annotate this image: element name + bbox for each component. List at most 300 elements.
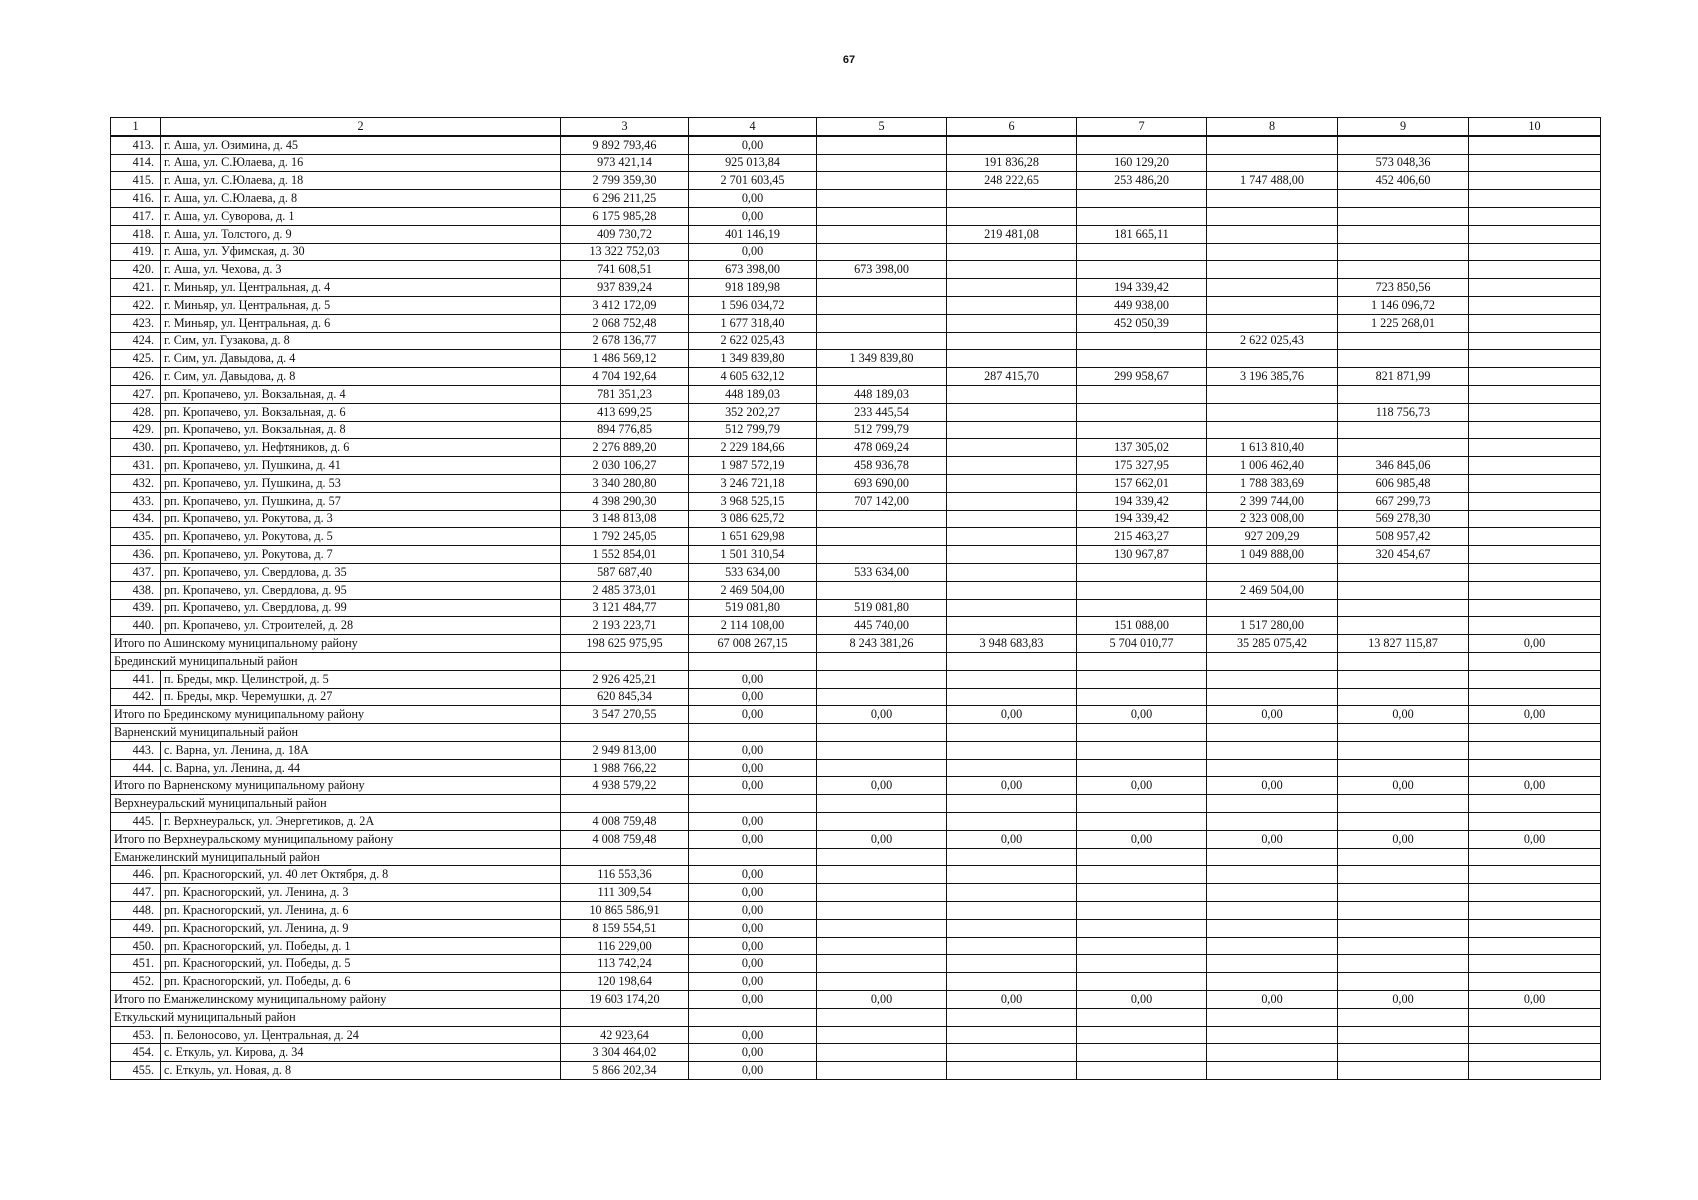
value-cell-col-9: 821 871,99 <box>1338 368 1469 386</box>
value-cell-col-8: 3 196 385,76 <box>1207 368 1338 386</box>
value-cell-col-8 <box>1207 741 1338 759</box>
value-cell-col-10 <box>1469 973 1601 991</box>
value-cell-col-5: 512 799,79 <box>817 421 947 439</box>
value-cell-col-7: 299 958,67 <box>1077 368 1207 386</box>
value-cell-col-8: 0,00 <box>1207 777 1338 795</box>
value-cell-col-9 <box>1338 617 1469 635</box>
table-row <box>111 528 1601 546</box>
value-cell-col-6: 0,00 <box>947 830 1077 848</box>
table-row <box>111 1062 1601 1080</box>
value-cell-col-10 <box>1469 848 1601 866</box>
value-cell-col-5 <box>817 528 947 546</box>
value-cell-col-9: 118 756,73 <box>1338 403 1469 421</box>
value-cell-col-8 <box>1207 1008 1338 1026</box>
table-row <box>111 1026 1601 1044</box>
value-cell-col-10 <box>1469 1062 1601 1080</box>
table-row <box>111 332 1601 350</box>
row-number: 425. <box>111 350 161 368</box>
value-cell-col-5: 1 349 839,80 <box>817 350 947 368</box>
value-cell-col-10 <box>1469 225 1601 243</box>
value-cell-col-8 <box>1207 314 1338 332</box>
value-cell-col-4: 0,00 <box>689 813 817 831</box>
value-cell-col-3: 6 175 985,28 <box>561 207 689 225</box>
value-cell-col-7: 0,00 <box>1077 706 1207 724</box>
table-row <box>111 279 1601 297</box>
value-cell-col-6 <box>947 955 1077 973</box>
address-cell: г. Аша, ул. Чехова, д. 3 <box>161 261 561 279</box>
value-cell-col-4: 3 246 721,18 <box>689 474 817 492</box>
value-cell-col-3: 19 603 174,20 <box>561 991 689 1009</box>
district-total-row <box>111 706 1601 724</box>
table-row <box>111 225 1601 243</box>
value-cell-col-6 <box>947 190 1077 208</box>
value-cell-col-5: 0,00 <box>817 830 947 848</box>
value-cell-col-3: 973 421,14 <box>561 154 689 172</box>
row-number: 422. <box>111 296 161 314</box>
address-cell: рп. Кропачево, ул. Свердлова, д. 35 <box>161 563 561 581</box>
value-cell-col-8 <box>1207 190 1338 208</box>
value-cell-col-9: 569 278,30 <box>1338 510 1469 528</box>
row-number: 415. <box>111 172 161 190</box>
address-cell: г. Сим, ул. Давыдова, д. 4 <box>161 350 561 368</box>
value-cell-col-7: 160 129,20 <box>1077 154 1207 172</box>
value-cell-col-7: 130 967,87 <box>1077 546 1207 564</box>
row-number: 444. <box>111 759 161 777</box>
value-cell-col-4: 0,00 <box>689 991 817 1009</box>
value-cell-col-3 <box>561 848 689 866</box>
value-cell-col-8 <box>1207 599 1338 617</box>
total-label: Итого по Ашинскому муниципальному району <box>111 635 561 653</box>
value-cell-col-4: 2 622 025,43 <box>689 332 817 350</box>
table-row <box>111 510 1601 528</box>
value-cell-col-5: 673 398,00 <box>817 261 947 279</box>
value-cell-col-5 <box>817 688 947 706</box>
value-cell-col-3: 3 340 280,80 <box>561 474 689 492</box>
value-cell-col-7: 452 050,39 <box>1077 314 1207 332</box>
value-cell-col-5 <box>817 759 947 777</box>
address-cell: г. Сим, ул. Гузакова, д. 8 <box>161 332 561 350</box>
total-label: Итого по Еманжелинскому муниципальному району <box>111 991 561 1009</box>
value-cell-col-5 <box>817 136 947 154</box>
table-row <box>111 546 1601 564</box>
value-cell-col-5: 519 081,80 <box>817 599 947 617</box>
value-cell-col-7: 0,00 <box>1077 777 1207 795</box>
value-cell-col-4 <box>689 795 817 813</box>
value-cell-col-9: 0,00 <box>1338 777 1469 795</box>
value-cell-col-4: 2 701 603,45 <box>689 172 817 190</box>
value-cell-col-7 <box>1077 973 1207 991</box>
value-cell-col-5 <box>817 724 947 742</box>
value-cell-col-10 <box>1469 296 1601 314</box>
value-cell-col-10 <box>1469 279 1601 297</box>
value-cell-col-5 <box>817 154 947 172</box>
value-cell-col-8 <box>1207 403 1338 421</box>
value-cell-col-6 <box>947 510 1077 528</box>
value-cell-col-10 <box>1469 439 1601 457</box>
value-cell-col-3: 113 742,24 <box>561 955 689 973</box>
value-cell-col-8: 1 747 488,00 <box>1207 172 1338 190</box>
value-cell-col-9 <box>1338 866 1469 884</box>
value-cell-col-10 <box>1469 528 1601 546</box>
value-cell-col-5 <box>817 1062 947 1080</box>
value-cell-col-9 <box>1338 439 1469 457</box>
value-cell-col-3: 2 068 752,48 <box>561 314 689 332</box>
value-cell-col-5 <box>817 955 947 973</box>
value-cell-col-5 <box>817 1044 947 1062</box>
value-cell-col-9: 0,00 <box>1338 706 1469 724</box>
value-cell-col-3: 1 486 569,12 <box>561 350 689 368</box>
value-cell-col-4: 3 968 525,15 <box>689 492 817 510</box>
table-row <box>111 563 1601 581</box>
address-cell: г. Аша, ул. Суворова, д. 1 <box>161 207 561 225</box>
value-cell-col-6 <box>947 1008 1077 1026</box>
value-cell-col-4: 925 013,84 <box>689 154 817 172</box>
value-cell-col-7: 253 486,20 <box>1077 172 1207 190</box>
value-cell-col-5: 0,00 <box>817 706 947 724</box>
value-cell-col-8 <box>1207 1026 1338 1044</box>
value-cell-col-3: 1 988 766,22 <box>561 759 689 777</box>
value-cell-col-7 <box>1077 795 1207 813</box>
value-cell-col-4: 401 146,19 <box>689 225 817 243</box>
value-cell-col-8 <box>1207 884 1338 902</box>
value-cell-col-9: 667 299,73 <box>1338 492 1469 510</box>
table-row <box>111 955 1601 973</box>
value-cell-col-10 <box>1469 688 1601 706</box>
row-number: 449. <box>111 919 161 937</box>
value-cell-col-6 <box>947 403 1077 421</box>
district-heading-row <box>111 652 1601 670</box>
value-cell-col-10 <box>1469 403 1601 421</box>
value-cell-col-7 <box>1077 563 1207 581</box>
table-row <box>111 492 1601 510</box>
value-cell-col-3: 8 159 554,51 <box>561 919 689 937</box>
value-cell-col-3: 9 892 793,46 <box>561 136 689 154</box>
address-cell: г. Аша, ул. Толстого, д. 9 <box>161 225 561 243</box>
value-cell-col-8: 2 399 744,00 <box>1207 492 1338 510</box>
district-heading-row <box>111 848 1601 866</box>
value-cell-col-10 <box>1469 350 1601 368</box>
value-cell-col-8: 2 622 025,43 <box>1207 332 1338 350</box>
page-number: 67 <box>842 54 856 66</box>
value-cell-col-5 <box>817 813 947 831</box>
value-cell-col-4: 0,00 <box>689 190 817 208</box>
value-cell-col-5 <box>817 902 947 920</box>
table-row <box>111 1044 1601 1062</box>
value-cell-col-8 <box>1207 902 1338 920</box>
value-cell-col-3 <box>561 1008 689 1026</box>
value-cell-col-6 <box>947 474 1077 492</box>
row-number: 455. <box>111 1062 161 1080</box>
table-row <box>111 296 1601 314</box>
value-cell-col-7: 157 662,01 <box>1077 474 1207 492</box>
value-cell-col-4: 0,00 <box>689 919 817 937</box>
value-cell-col-3: 116 229,00 <box>561 937 689 955</box>
district-name: Брединский муниципальный район <box>111 652 561 670</box>
value-cell-col-4: 0,00 <box>689 1026 817 1044</box>
value-cell-col-4 <box>689 724 817 742</box>
value-cell-col-7: 137 305,02 <box>1077 439 1207 457</box>
row-number: 430. <box>111 439 161 457</box>
value-cell-col-6: 0,00 <box>947 777 1077 795</box>
value-cell-col-7 <box>1077 332 1207 350</box>
value-cell-col-3: 781 351,23 <box>561 385 689 403</box>
value-cell-col-6: 0,00 <box>947 991 1077 1009</box>
value-cell-col-5 <box>817 1026 947 1044</box>
row-number: 433. <box>111 492 161 510</box>
value-cell-col-5: 458 936,78 <box>817 457 947 475</box>
value-cell-col-3: 3 121 484,77 <box>561 599 689 617</box>
value-cell-col-5 <box>817 937 947 955</box>
value-cell-col-5: 448 189,03 <box>817 385 947 403</box>
table-row <box>111 973 1601 991</box>
value-cell-col-9: 1 225 268,01 <box>1338 314 1469 332</box>
column-number-header-row <box>111 118 1601 136</box>
value-cell-col-10 <box>1469 813 1601 831</box>
value-cell-col-4: 1 501 310,54 <box>689 546 817 564</box>
value-cell-col-8 <box>1207 350 1338 368</box>
value-cell-col-4: 352 202,27 <box>689 403 817 421</box>
table-row <box>111 314 1601 332</box>
value-cell-col-8 <box>1207 1062 1338 1080</box>
value-cell-col-6: 0,00 <box>947 706 1077 724</box>
value-cell-col-4: 2 229 184,66 <box>689 439 817 457</box>
value-cell-col-5: 445 740,00 <box>817 617 947 635</box>
value-cell-col-4: 1 349 839,80 <box>689 350 817 368</box>
value-cell-col-5: 478 069,24 <box>817 439 947 457</box>
value-cell-col-10 <box>1469 937 1601 955</box>
value-cell-col-5 <box>817 652 947 670</box>
value-cell-col-9 <box>1338 724 1469 742</box>
value-cell-col-4: 1 651 629,98 <box>689 528 817 546</box>
value-cell-col-10 <box>1469 670 1601 688</box>
value-cell-col-9 <box>1338 884 1469 902</box>
value-cell-col-7 <box>1077 937 1207 955</box>
row-number: 423. <box>111 314 161 332</box>
value-cell-col-4: 0,00 <box>689 955 817 973</box>
row-number: 442. <box>111 688 161 706</box>
column-header-6: 6 <box>947 118 1077 136</box>
value-cell-col-9 <box>1338 243 1469 261</box>
value-cell-col-3: 620 845,34 <box>561 688 689 706</box>
value-cell-col-7 <box>1077 136 1207 154</box>
value-cell-col-8: 1 049 888,00 <box>1207 546 1338 564</box>
value-cell-col-4: 0,00 <box>689 741 817 759</box>
value-cell-col-9: 0,00 <box>1338 991 1469 1009</box>
value-cell-col-9 <box>1338 350 1469 368</box>
table-row <box>111 439 1601 457</box>
value-cell-col-10 <box>1469 599 1601 617</box>
value-cell-col-10 <box>1469 474 1601 492</box>
value-cell-col-7 <box>1077 190 1207 208</box>
value-cell-col-4: 0,00 <box>689 866 817 884</box>
value-cell-col-10 <box>1469 190 1601 208</box>
value-cell-col-3: 2 276 889,20 <box>561 439 689 457</box>
value-cell-col-9 <box>1338 225 1469 243</box>
value-cell-col-3: 3 547 270,55 <box>561 706 689 724</box>
address-cell: рп. Красногорский, ул. Победы, д. 6 <box>161 973 561 991</box>
value-cell-col-9 <box>1338 670 1469 688</box>
value-cell-col-3: 1 552 854,01 <box>561 546 689 564</box>
table-row <box>111 261 1601 279</box>
value-cell-col-5 <box>817 279 947 297</box>
district-heading-row <box>111 795 1601 813</box>
value-cell-col-10 <box>1469 795 1601 813</box>
column-header-2: 2 <box>161 118 561 136</box>
value-cell-col-3: 42 923,64 <box>561 1026 689 1044</box>
value-cell-col-6 <box>947 1026 1077 1044</box>
value-cell-col-7 <box>1077 955 1207 973</box>
value-cell-col-6 <box>947 350 1077 368</box>
column-header-3: 3 <box>561 118 689 136</box>
column-header-4: 4 <box>689 118 817 136</box>
value-cell-col-5 <box>817 581 947 599</box>
row-number: 450. <box>111 937 161 955</box>
value-cell-col-6 <box>947 688 1077 706</box>
address-cell: с. Еткуль, ул. Кирова, д. 34 <box>161 1044 561 1062</box>
value-cell-col-7: 194 339,42 <box>1077 510 1207 528</box>
value-cell-col-8 <box>1207 688 1338 706</box>
total-label: Итого по Брединскому муниципальному району <box>111 706 561 724</box>
value-cell-col-8 <box>1207 385 1338 403</box>
row-number: 452. <box>111 973 161 991</box>
value-cell-col-6 <box>947 617 1077 635</box>
value-cell-col-10 <box>1469 581 1601 599</box>
row-number: 420. <box>111 261 161 279</box>
value-cell-col-4: 0,00 <box>689 243 817 261</box>
address-cell: рп. Красногорский, ул. Ленина, д. 9 <box>161 919 561 937</box>
value-cell-col-3: 3 412 172,09 <box>561 296 689 314</box>
table-row <box>111 902 1601 920</box>
table-row <box>111 759 1601 777</box>
value-cell-col-10: 0,00 <box>1469 635 1601 653</box>
table-row <box>111 688 1601 706</box>
value-cell-col-7 <box>1077 403 1207 421</box>
value-cell-col-4: 1 987 572,19 <box>689 457 817 475</box>
value-cell-col-6 <box>947 439 1077 457</box>
value-cell-col-9 <box>1338 955 1469 973</box>
value-cell-col-6: 287 415,70 <box>947 368 1077 386</box>
value-cell-col-6 <box>947 421 1077 439</box>
address-cell: рп. Красногорский, ул. Ленина, д. 3 <box>161 884 561 902</box>
district-name: Варненский муниципальный район <box>111 724 561 742</box>
value-cell-col-9 <box>1338 795 1469 813</box>
value-cell-col-10 <box>1469 884 1601 902</box>
value-cell-col-4: 0,00 <box>689 670 817 688</box>
address-cell: рп. Кропачево, ул. Вокзальная, д. 4 <box>161 385 561 403</box>
value-cell-col-9: 0,00 <box>1338 830 1469 848</box>
row-number: 417. <box>111 207 161 225</box>
value-cell-col-8 <box>1207 207 1338 225</box>
district-total-row <box>111 777 1601 795</box>
value-cell-col-8 <box>1207 1044 1338 1062</box>
value-cell-col-3: 894 776,85 <box>561 421 689 439</box>
value-cell-col-3: 2 485 373,01 <box>561 581 689 599</box>
value-cell-col-3: 2 799 359,30 <box>561 172 689 190</box>
value-cell-col-9 <box>1338 599 1469 617</box>
value-cell-col-8 <box>1207 759 1338 777</box>
value-cell-col-3 <box>561 724 689 742</box>
table-row <box>111 207 1601 225</box>
value-cell-col-6 <box>947 261 1077 279</box>
value-cell-col-7 <box>1077 1044 1207 1062</box>
address-cell: г. Миньяр, ул. Центральная, д. 5 <box>161 296 561 314</box>
table-row <box>111 474 1601 492</box>
value-cell-col-9 <box>1338 136 1469 154</box>
value-cell-col-7 <box>1077 207 1207 225</box>
row-number: 451. <box>111 955 161 973</box>
value-cell-col-10: 0,00 <box>1469 991 1601 1009</box>
address-cell: г. Миньяр, ул. Центральная, д. 6 <box>161 314 561 332</box>
address-cell: рп. Кропачево, ул. Свердлова, д. 95 <box>161 581 561 599</box>
value-cell-col-9 <box>1338 1026 1469 1044</box>
address-cell: рп. Красногорский, ул. Ленина, д. 6 <box>161 902 561 920</box>
row-number: 441. <box>111 670 161 688</box>
value-cell-col-7 <box>1077 261 1207 279</box>
value-cell-col-8: 2 323 008,00 <box>1207 510 1338 528</box>
value-cell-col-4: 918 189,98 <box>689 279 817 297</box>
value-cell-col-3: 2 678 136,77 <box>561 332 689 350</box>
value-cell-col-8 <box>1207 670 1338 688</box>
value-cell-col-4: 519 081,80 <box>689 599 817 617</box>
table-row <box>111 243 1601 261</box>
value-cell-col-6 <box>947 724 1077 742</box>
value-cell-col-5 <box>817 884 947 902</box>
value-cell-col-6: 248 222,65 <box>947 172 1077 190</box>
row-number: 443. <box>111 741 161 759</box>
table-row <box>111 884 1601 902</box>
value-cell-col-5 <box>817 332 947 350</box>
value-cell-col-4: 0,00 <box>689 759 817 777</box>
address-cell: г. Аша, ул. С.Юлаева, д. 8 <box>161 190 561 208</box>
value-cell-col-9 <box>1338 421 1469 439</box>
value-cell-col-6 <box>947 528 1077 546</box>
value-cell-col-5 <box>817 172 947 190</box>
address-cell: рп. Кропачево, ул. Пушкина, д. 53 <box>161 474 561 492</box>
value-cell-col-6 <box>947 884 1077 902</box>
value-cell-col-10 <box>1469 955 1601 973</box>
value-cell-col-10 <box>1469 136 1601 154</box>
value-cell-col-4: 0,00 <box>689 777 817 795</box>
value-cell-col-10 <box>1469 1008 1601 1026</box>
value-cell-col-5 <box>817 1008 947 1026</box>
table-row <box>111 368 1601 386</box>
value-cell-col-10 <box>1469 172 1601 190</box>
value-cell-col-8 <box>1207 563 1338 581</box>
value-cell-col-7 <box>1077 919 1207 937</box>
value-cell-col-8 <box>1207 421 1338 439</box>
value-cell-col-9 <box>1338 385 1469 403</box>
table-row <box>111 741 1601 759</box>
value-cell-col-9 <box>1338 652 1469 670</box>
value-cell-col-9 <box>1338 1008 1469 1026</box>
value-cell-col-4: 0,00 <box>689 1044 817 1062</box>
district-total-row <box>111 635 1601 653</box>
value-cell-col-6 <box>947 457 1077 475</box>
value-cell-col-3: 4 008 759,48 <box>561 830 689 848</box>
value-cell-col-10 <box>1469 919 1601 937</box>
value-cell-col-4: 0,00 <box>689 688 817 706</box>
value-cell-col-4: 67 008 267,15 <box>689 635 817 653</box>
value-cell-col-9: 573 048,36 <box>1338 154 1469 172</box>
value-cell-col-7 <box>1077 866 1207 884</box>
value-cell-col-4: 448 189,03 <box>689 385 817 403</box>
value-cell-col-3: 3 304 464,02 <box>561 1044 689 1062</box>
value-cell-col-3: 741 608,51 <box>561 261 689 279</box>
value-cell-col-7: 5 704 010,77 <box>1077 635 1207 653</box>
value-cell-col-7: 0,00 <box>1077 991 1207 1009</box>
value-cell-col-5 <box>817 314 947 332</box>
value-cell-col-8: 927 209,29 <box>1207 528 1338 546</box>
